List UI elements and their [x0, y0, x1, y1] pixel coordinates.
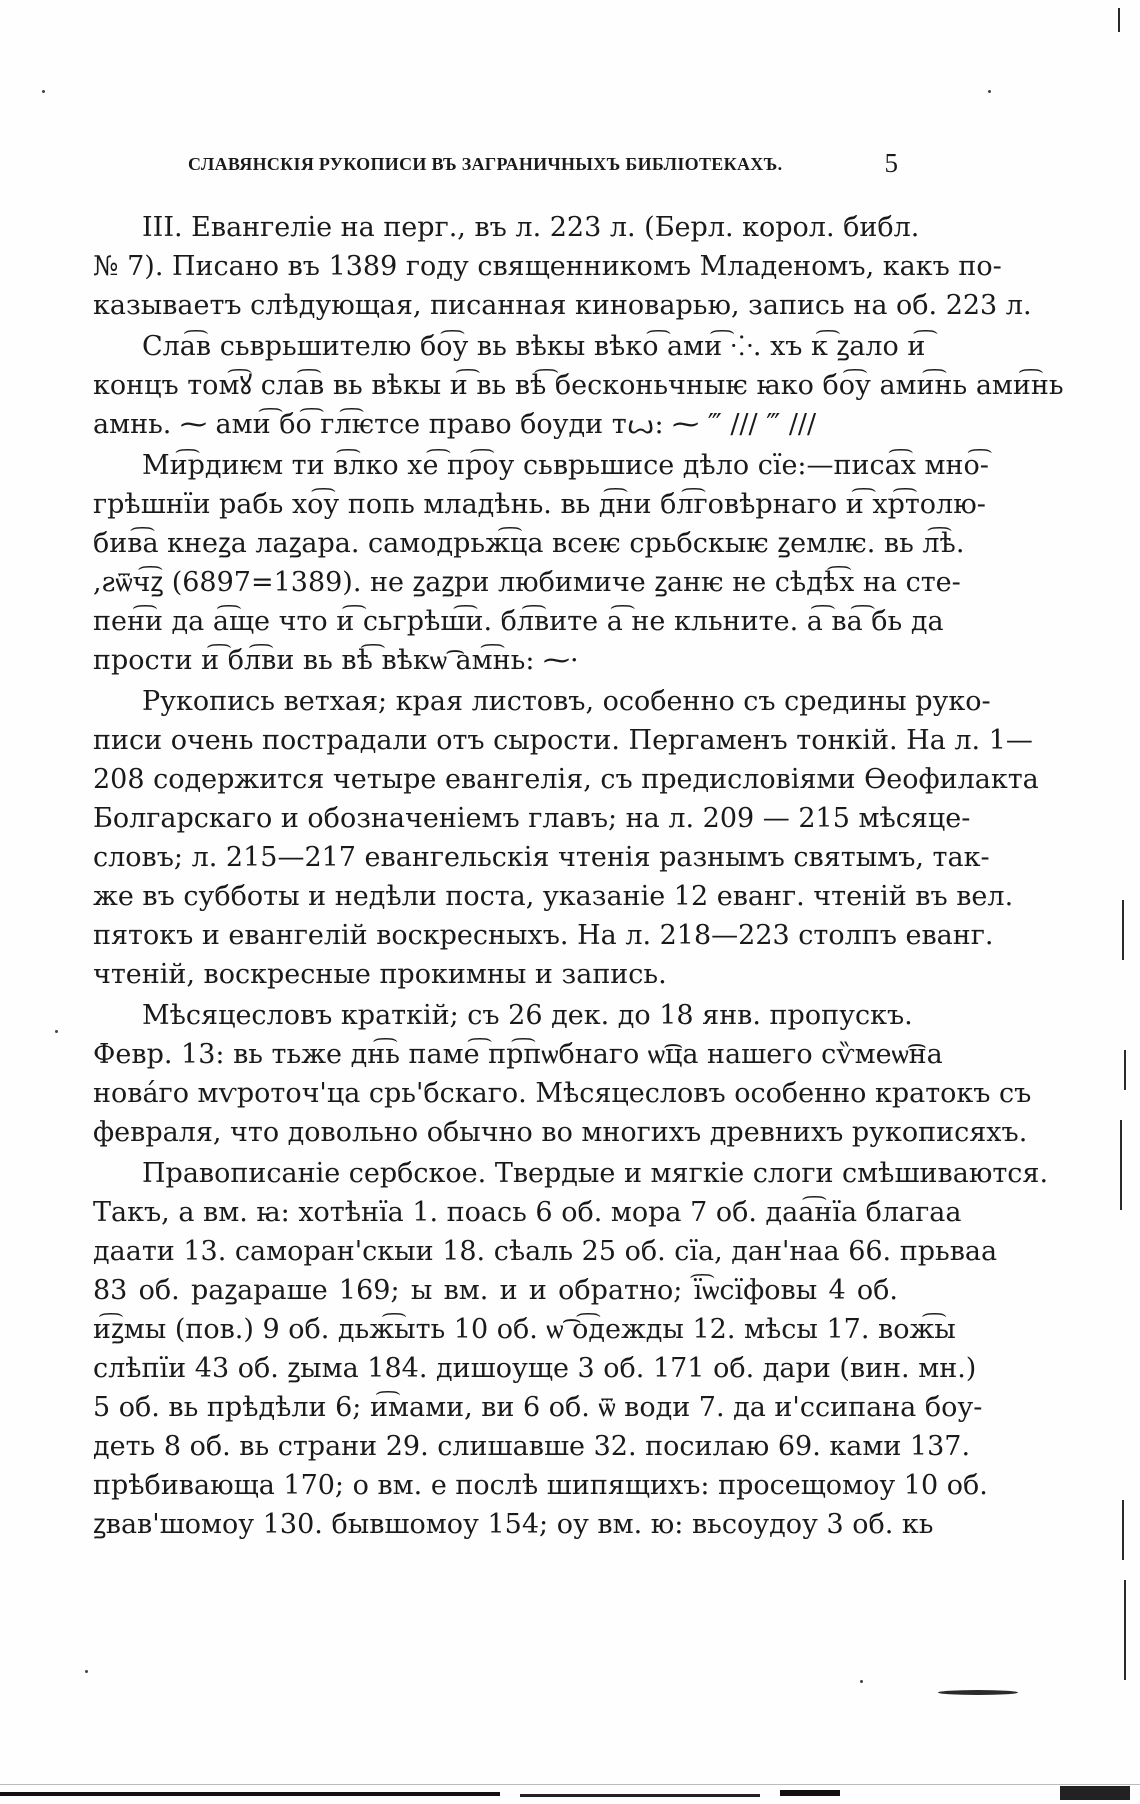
text-line: 208 содержится четыре евангелія, съ предисловіями Ѳеофилакта — [93, 764, 1039, 795]
running-head: СЛАВЯНСКІЯ РУКОПИСИ ВЪ ЗАГРАНИЧНЫХЪ БИБЛІОТЕКАХЪ. — [188, 154, 783, 174]
text-line: Мѣсяцесловъ краткій; съ 26 дек. до 18 янв. пропускъ. — [142, 1000, 913, 1031]
text-line: № 7). Писано въ 1389 году священникомъ Младеномъ, какъ по- — [93, 251, 1002, 282]
text-line: Февр. 13: вь тьже дн͡ь паме͡ пр͡пѡбнаго ѡ͡ца нашего сѷмеѡ͡на — [93, 1039, 943, 1070]
scan-edge-mark — [1120, 1120, 1122, 1210]
text-line: же въ субботы и недѣли поста, указаніе 12 еванг. чтеній въ вел. — [93, 881, 1014, 912]
scan-speck — [42, 90, 45, 93]
text-line: Ми͡рдиѥм ти в͡лко хе͡ пр͡оу сьврьшисе дѣло сїе:—писа͡х мно͡- — [142, 450, 989, 481]
scan-edge-mark — [1118, 8, 1120, 32]
text-line: пятокъ и евангелій воскресныхъ. На л. 218—223 столпъ еванг. — [93, 920, 994, 951]
text-line: деть 8 об. вь страни 29. слишавше 32. посилаю 69. ками 137. — [93, 1431, 971, 1462]
text-line: III. Евангеліе на перг., въ л. 223 л. (Берл. корол. библ. — [142, 212, 920, 243]
text-line: грѣшнїи рабь хо͡у попь младѣнь. вь д͡ни бл͡говѣрнаго и͡ хр͡толю- — [93, 489, 986, 520]
text-line: прости и͡ бл͡ви вь вѣ͡ вѣкѡ͡ ам͡нь: ⁓· — [93, 645, 579, 676]
text-line: Сла͡в сьврьшителю бо͡у вь вѣкы вѣко͡ ами͡ ⁘. хъ к͡ ꙁало и͡ — [142, 331, 926, 362]
text-line: бив͡а кнеꙁа лаꙁара. самодрьж͡ца всеѥ срьбскыѥ ꙁемлѥ. вь л͡ѣ. — [93, 528, 965, 559]
scan-edge-mark — [1122, 900, 1124, 960]
text-line: февраля, что довольно обычно во многихъ древнихъ рукописяхъ. — [93, 1117, 1028, 1148]
page-header — [158, 148, 898, 182]
text-line: чтеній, воскресные прокимны и запись. — [93, 959, 667, 990]
text-line: слѣпїи 43 об. ꙁыма 184. дишоуще 3 об. 171 об. дари (вин. мн.) — [93, 1353, 977, 1384]
page-number: 5 — [884, 148, 898, 178]
text-line: прѣбивающа 170; о вм. е послѣ шипящихъ: просещомоу 10 об. — [93, 1470, 988, 1501]
text-line: пен͡и да а͡ще что и͡ сьгрѣш͡и. бл͡вите а͡ не кльните. а͡ ва͡ бь да — [93, 606, 944, 637]
paragraph-manuscript-intro — [93, 208, 1032, 325]
text-line: словъ; л. 215—217 евангельскія чтенія разнымъ святымъ, так- — [93, 842, 990, 873]
text-line: ꙁвав'шомоу 130. бывшомоу 154; оу вм. ю: вьсоудоу 3 об. кь — [93, 1509, 934, 1540]
text-line: казываетъ слѣдующая, писанная киноварью, запись на об. 223 л. — [93, 290, 1032, 321]
scan-edge-mark — [1124, 1580, 1126, 1680]
scan-speck — [860, 1680, 863, 1683]
paragraph-condition — [93, 682, 1039, 994]
text-line: даати 13. саморан'скыи 18. сѣаль 25 об. сїа, дан'наа 66. прьваа — [93, 1236, 998, 1267]
text-line: амнь. ⁓ ами͡ бо͡ гл͡ѥтсе право боуди тꙍ: ⁓ ‴ /// ‴ /// — [93, 409, 817, 440]
text-line: Такъ, а вм. ꙗ: хотѣнїа 1. поась 6 об. мора 7 об. даа͡нїа благаа — [93, 1197, 962, 1228]
scan-speck — [85, 1670, 88, 1673]
text-line: писи очень пострадали отъ сырости. Пергаменъ тонкій. На л. 1— — [93, 725, 1033, 756]
scan-speck — [988, 90, 991, 93]
text-line: и͡ꙁмы (пов.) 9 об. дьж͡ыть 10 об. ѡ͡ о͡дежды 12. мѣсы 17. вож͡ы — [93, 1314, 956, 1345]
paragraph-orthography — [93, 1154, 1049, 1544]
scan-edge-mark — [1124, 1050, 1126, 1090]
text-line: 83 об. раꙁараше 169; ы вм. и и обратно; ї͡ѡсїфовы 4 об. — [93, 1275, 898, 1306]
text-line: ,ꙅѿч͡ꙁ (6897=1389). не ꙁаꙁри любимиче ꙁанѥ не сѣдѣ͡х на сте- — [93, 567, 961, 598]
text-line: Правописаніе сербское. Твердые и мягкіе слоги смѣшиваются. — [142, 1158, 1049, 1189]
paragraph-menologion — [93, 996, 1032, 1152]
text-line: концъ том͡ꙋ сла͡в вь вѣкы и͡ вь вѣ͡ бесконьчныѥ ꙗко бо͡у ами͡нь ами͡нь — [93, 370, 1064, 401]
scan-edge-mark — [1122, 1500, 1124, 1560]
paragraph-colophon-1 — [93, 327, 1064, 444]
text-line: 5 об. вь прѣдѣли 6; и͡мами, ви 6 об. ѿ води 7. да и'ссипана боу- — [93, 1392, 983, 1423]
text-line: Болгарскаго и обозначеніемъ главъ; на л. 209 — 215 мѣсяце- — [93, 803, 971, 834]
text-line: нова́го мѵроточ'ца срь'бскаго. Мѣсяцесловъ особенно кратокъ съ — [93, 1078, 1032, 1109]
scan-bottom-edge — [0, 1782, 1140, 1804]
scan-smudge — [938, 1690, 1018, 1695]
paragraph-colophon-2 — [93, 446, 989, 680]
page-body — [93, 208, 1064, 1546]
text-line: Рукопись ветхая; края листовъ, особенно съ средины руко- — [142, 686, 991, 717]
scan-speck — [55, 1030, 58, 1033]
